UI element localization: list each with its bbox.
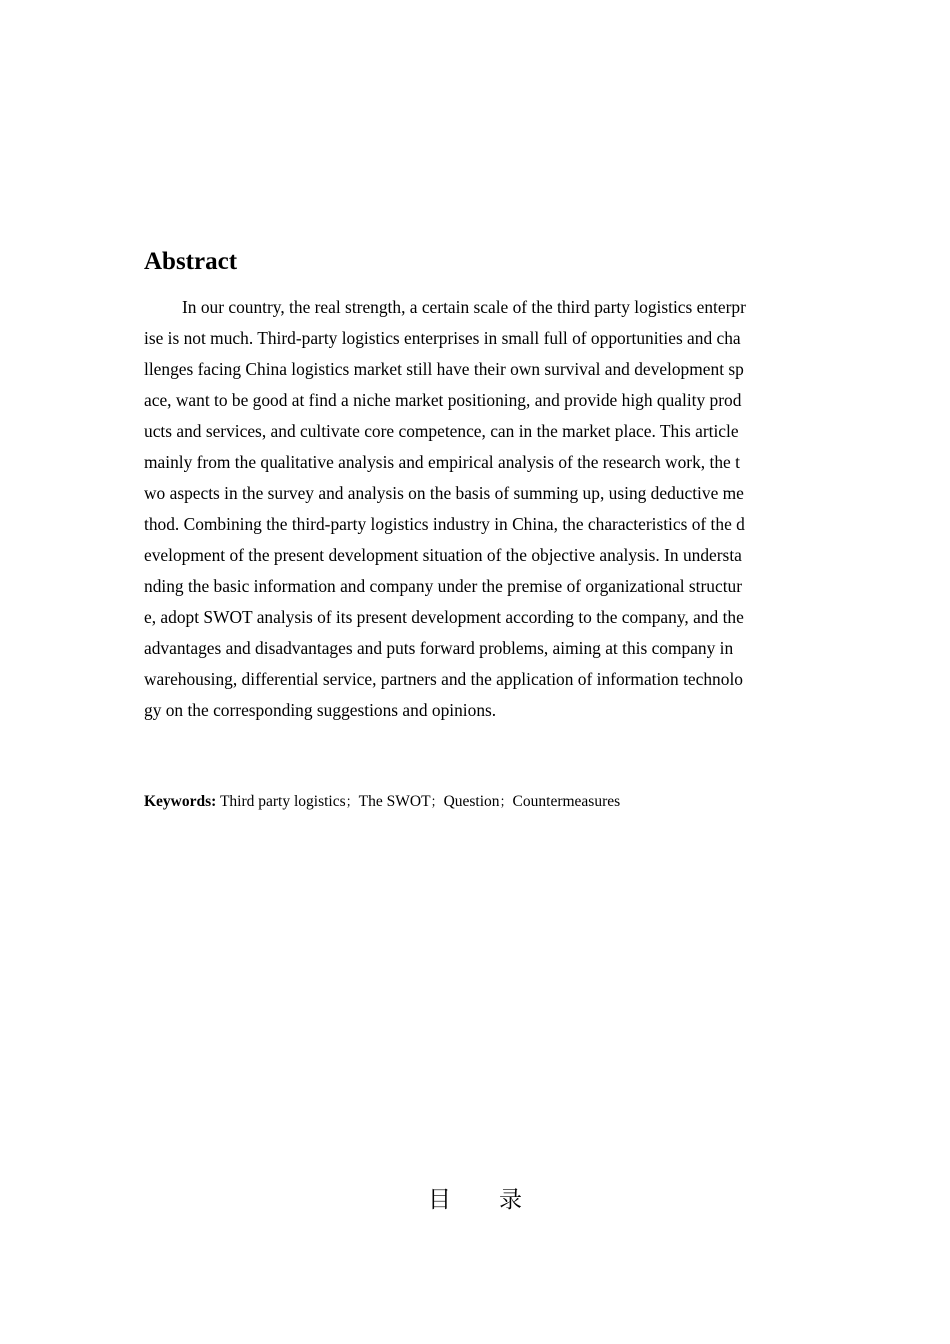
table-of-contents-title [0,1184,950,1216]
keyword-separator: ； [345,795,359,810]
toc-title-char: 录 [499,1187,522,1213]
keywords-line [144,791,620,814]
keyword-item: The SWOT [358,793,431,810]
keyword-item: Third party logistics [219,793,346,810]
abstract-line: ucts and services, and cultivate core competence, can in the market place. This article [144,421,739,441]
keywords-label: Keywords: [144,793,217,810]
abstract-line: wo aspects in the survey and analysis on the basis of summing up, using deductive me [144,483,744,503]
abstract-heading: Abstract [144,248,238,275]
abstract-line: ace, want to be good at find a niche market positioning, and provide high quality prod [144,390,742,410]
abstract-line: llenges facing China logistics market still have their own survival and development sp [144,359,744,379]
abstract-line: e, adopt SWOT analysis of its present development according to the company, and the [144,607,744,627]
keyword-item: Question [443,793,500,810]
abstract-line: nding the basic information and company under the premise of organizational structur [144,576,743,596]
keyword-item: Countermeasures [512,793,621,810]
abstract-line: evelopment of the present development situation of the objective analysis. In understa [144,545,742,565]
abstract-line: mainly from the qualitative analysis and empirical analysis of the research work, the t [144,452,740,472]
abstract-line: In our country, the real strength, a certain scale of the third party logistics enterpr [182,297,746,317]
abstract-body [144,292,809,726]
abstract-line: advantages and disadvantages and puts forward problems, aiming at this company in [144,638,734,658]
abstract-line: ise is not much. Third-party logistics enterprises in small full of opportunities and cha [144,328,741,348]
keyword-separator: ； [430,795,444,810]
abstract-line: warehousing, differential service, partners and the application of information technolo [144,669,743,689]
toc-title-char: 目 [428,1187,451,1213]
keyword-separator: ； [499,795,513,810]
abstract-line: gy on the corresponding suggestions and opinions. [144,700,497,720]
abstract-line: thod. Combining the third-party logistics industry in China, the characteristics of the d [144,514,745,534]
